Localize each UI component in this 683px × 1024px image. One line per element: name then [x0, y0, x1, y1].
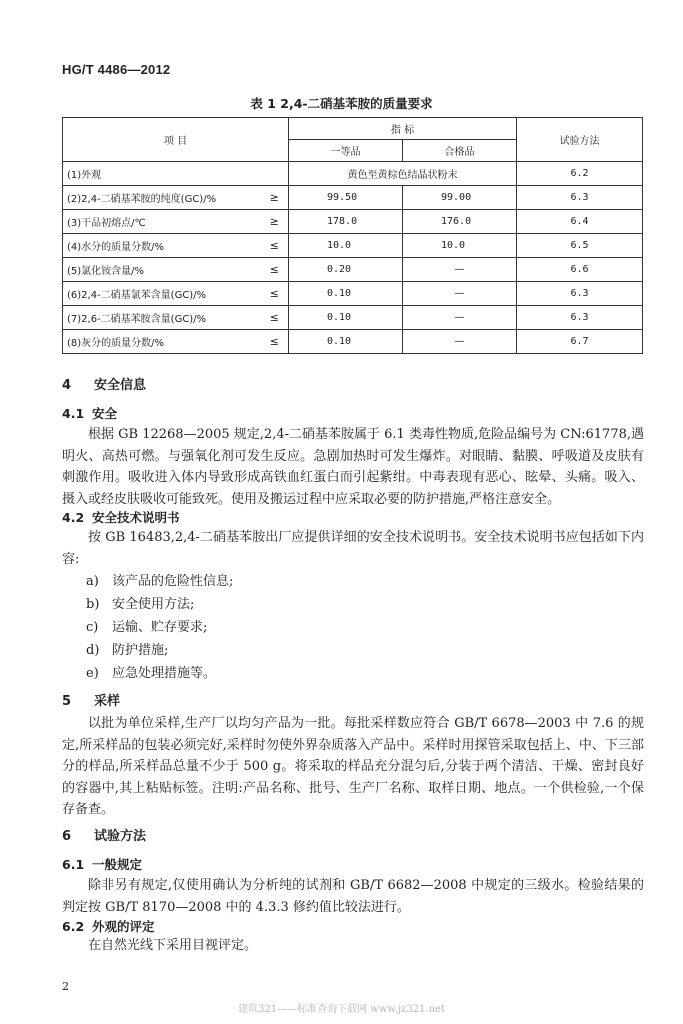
- row-qualified-grade: —: [403, 330, 517, 354]
- section-number: 4: [62, 378, 72, 393]
- row-item: (1)外观: [63, 162, 261, 186]
- section-title: 安全: [92, 406, 118, 421]
- section-heading-6-2: [62, 917, 155, 935]
- row-first-grade: 0.10: [289, 306, 403, 330]
- table-row: [63, 306, 643, 330]
- column-header-first-grade: 一等品: [289, 140, 403, 162]
- page-number: 2: [62, 980, 69, 993]
- list-marker: d): [86, 643, 100, 658]
- list-text: 应急处理措施等。: [112, 666, 217, 681]
- list-marker: b): [86, 597, 100, 612]
- column-header-method: 试验方法: [517, 118, 643, 162]
- section-number: 4.1: [62, 406, 85, 421]
- section-number: 5: [62, 694, 72, 709]
- row-qualified-grade: 10.0: [403, 234, 517, 258]
- standard-code-header: HG/T 4486—2012: [62, 62, 171, 77]
- section-5-paragraph: 以批为单位采样,生产厂以均匀产品为一批。每批采样数应符合 GB/T 6678—2003 中 7.6 的规定,所采样品的包装必须完好,采样时勿使外界杂质落入产品中。采样时用探管采取包括上、中、下三部分的样品,所采样品总量不少于 500 g。将采取的样品充分混匀后,分装于两个清洁、干燥、密封良好的容器中,其上粘贴标签。注明:产品名称、批号、生产厂名称、取样日期、地点。一个供检验,一个保存备查。: [62, 716, 644, 817]
- section-number: 6: [62, 829, 72, 844]
- row-qualified-grade: 99.00: [403, 186, 517, 210]
- section-number: 6.1: [62, 857, 85, 872]
- row-qualified-grade: —: [403, 306, 517, 330]
- list-item: [86, 593, 194, 612]
- section-4-2-paragraph: 按 GB 16483,2,4-二硝基苯胺出厂应提供详细的安全技术说明书。安全技术说明书应包括如下内容:: [62, 530, 644, 567]
- row-first-grade: 0.20: [289, 258, 403, 282]
- table-row: [63, 162, 643, 186]
- row-symbol: ≤: [261, 258, 289, 282]
- row-method: 6.2: [517, 162, 643, 186]
- row-method: 6.3: [517, 306, 643, 330]
- row-item: (3)干品初熔点/℃: [63, 210, 261, 234]
- row-symbol: ≥: [261, 186, 289, 210]
- section-heading-5: [62, 690, 120, 709]
- section-title: 安全技术说明书: [92, 510, 180, 525]
- table-row: [63, 186, 643, 210]
- row-first-grade: 0.10: [289, 330, 403, 354]
- column-header-item: 项 目: [63, 118, 289, 162]
- list-item: [86, 616, 207, 635]
- list-item: [86, 662, 216, 681]
- section-title: 外观的评定: [92, 919, 155, 934]
- table-row: [63, 258, 643, 282]
- row-symbol: ≤: [261, 282, 289, 306]
- row-merged-value: 黄色至黄棕色结晶状粉末: [289, 162, 517, 186]
- list-text: 安全使用方法;: [112, 597, 195, 612]
- row-first-grade: 178.0: [289, 210, 403, 234]
- table-row: [63, 330, 643, 354]
- list-text: 防护措施;: [112, 643, 169, 658]
- list-text: 该产品的危险性信息;: [112, 574, 234, 589]
- row-method: 6.5: [517, 234, 643, 258]
- row-qualified-grade: —: [403, 258, 517, 282]
- section-6-1-paragraph: 除非另有规定,仅使用确认为分析纯的试剂和 GB/T 6682—2008 中规定的三级水。检验结果的判定按 GB/T 8170—2008 中的 4.3.3 修约值比较法进行。: [62, 878, 644, 915]
- column-header-index: 指 标: [289, 118, 517, 140]
- row-qualified-grade: —: [403, 282, 517, 306]
- section-heading-6-1: [62, 855, 142, 873]
- row-method: 6.4: [517, 210, 643, 234]
- table-row: [63, 210, 643, 234]
- row-symbol: [261, 162, 289, 186]
- section-heading-4: [62, 374, 146, 393]
- row-method: 6.3: [517, 282, 643, 306]
- row-qualified-grade: 176.0: [403, 210, 517, 234]
- list-text: 运输、贮存要求;: [112, 620, 208, 635]
- section-4-1-paragraph: 根据 GB 12268—2005 规定,2,4-二硝基苯胺属于 6.1 类毒性物质,危险品编号为 CN:61778,遇明火、高热可燃。与强氧化剂可发生反应。急剧加热时可发生爆炸。对眼睛、黏膜、呼吸道及皮肤有刺激作用。吸收进入体内导致形成高铁血红蛋白而引起紫绀。中毒表现有恶心、眩晕、头痛。吸入、摄入或经皮肤吸收可能致死。使用及搬运过程中应采取必要的防护措施,严格注意安全。: [62, 427, 644, 507]
- list-marker: c): [86, 620, 99, 635]
- row-method: 6.6: [517, 258, 643, 282]
- list-item: [86, 570, 233, 589]
- list-item: [86, 639, 168, 658]
- watermark: 建筑321——标准查询下载网 www.jz321.net: [238, 1004, 445, 1015]
- row-symbol: ≤: [261, 234, 289, 258]
- list-marker: e): [86, 666, 99, 681]
- row-first-grade: 99.50: [289, 186, 403, 210]
- section-heading-4-2: [62, 508, 180, 526]
- table-caption: 表 1 2,4-二硝基苯胺的质量要求: [250, 96, 433, 111]
- section-heading-4-1: [62, 404, 117, 422]
- row-first-grade: 0.10: [289, 282, 403, 306]
- row-method: 6.7: [517, 330, 643, 354]
- row-item: (7)2,6-二硝基苯胺含量(GC)/%: [63, 306, 261, 330]
- row-item: (6)2,4-二硝基氯苯含量(GC)/%: [63, 282, 261, 306]
- column-header-qualified-grade: 合格品: [403, 140, 517, 162]
- row-method: 6.3: [517, 186, 643, 210]
- row-item: (8)灰分的质量分数/%: [63, 330, 261, 354]
- section-title: 一般规定: [92, 857, 143, 872]
- section-number: 4.2: [62, 510, 85, 525]
- section-6-2-paragraph: 在自然光线下采用目视评定。: [88, 938, 258, 953]
- section-title: 试验方法: [94, 829, 147, 844]
- row-symbol: ≤: [261, 330, 289, 354]
- section-title: 安全信息: [94, 378, 147, 393]
- row-item: (2)2,4-二硝基苯胺的纯度(GC)/%: [63, 186, 261, 210]
- section-number: 6.2: [62, 919, 85, 934]
- table-row: [63, 282, 643, 306]
- row-symbol: ≥: [261, 210, 289, 234]
- section-heading-6: [62, 825, 146, 844]
- section-title: 采样: [94, 694, 121, 709]
- row-item: (4)水分的质量分数/%: [63, 234, 261, 258]
- row-symbol: ≤: [261, 306, 289, 330]
- quality-requirements-table: [62, 117, 643, 354]
- table-row: [63, 234, 643, 258]
- row-first-grade: 10.0: [289, 234, 403, 258]
- list-marker: a): [86, 574, 99, 589]
- row-item: (5)氯化铵含量/%: [63, 258, 261, 282]
